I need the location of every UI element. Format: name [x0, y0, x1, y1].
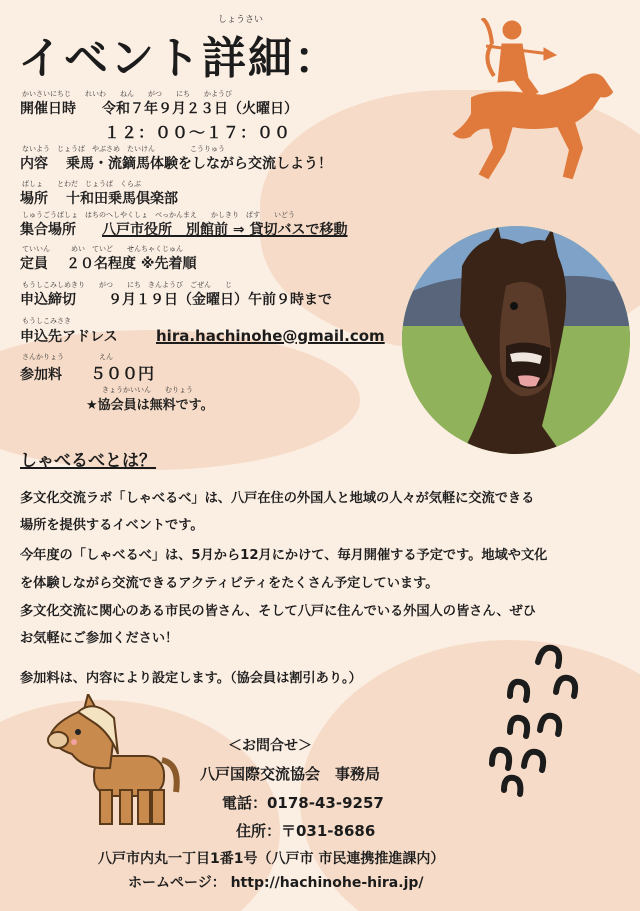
- title-ruby: しょうさい: [218, 15, 264, 25]
- meet-label: 集合場所: [20, 222, 76, 238]
- email-row: [20, 326, 385, 346]
- capacity-label: 定員: [20, 256, 48, 272]
- horse-archer-icon: [432, 18, 632, 183]
- contact-postal: 住所：〒031-8686: [236, 822, 376, 840]
- capacity-row: [20, 253, 196, 273]
- fee-value: ５００円: [90, 364, 155, 383]
- date-label: 開催日時: [20, 101, 76, 117]
- about-line: 今年度の「しゃべるべ」は、5月から12月にかけて、毎月開催する予定です。地域や文化: [20, 548, 548, 563]
- deadline-ruby: もうしこみしめきり がつ にち きんようび ごぜん じ: [22, 281, 232, 289]
- email-link[interactable]: hira.hachinohe@gmail.com: [156, 327, 385, 345]
- about-line: 参加料は、内容により設定します。（協会員は割引あり。）: [20, 671, 362, 686]
- horseshoe-icon: [470, 640, 590, 800]
- place-ruby: ばしょ とわだ じょうば くらぶ: [22, 180, 141, 188]
- time-value: １２：００～１７：００: [104, 123, 292, 142]
- fee-label: 参加料: [20, 367, 62, 383]
- cartoon-horse-icon: [44, 694, 184, 830]
- place-label: 場所: [20, 191, 48, 207]
- place-value: 十和田乗馬倶楽部: [66, 191, 178, 207]
- about-line: お気軽にご参加ください！: [20, 631, 179, 646]
- content-row: [20, 153, 332, 173]
- page-title: イベント詳細：: [18, 33, 340, 84]
- deadline-row: [20, 289, 332, 309]
- fee-ruby: さんかりょう えん: [22, 353, 113, 361]
- capacity-value: ２０名程度 ※先着順: [66, 256, 197, 272]
- about-line: を体験しながら交流できるアクティビティをたくさん予定しています。: [20, 576, 439, 591]
- date-row: [20, 98, 298, 118]
- content-ruby: ないよう じょうば やぶさめ たいけん こうりゅう: [22, 145, 225, 153]
- meet-value: 八戸市役所 別館前 ⇒ 貸切バスで移動: [102, 222, 348, 238]
- contact-heading: ＜お問合せ＞: [228, 738, 312, 754]
- date-ruby: かいさいにちじ れいわ ねん がつ にち かようび: [22, 90, 232, 98]
- horse-face-image: [402, 226, 630, 454]
- deadline-value: ９月１９日（金曜日）午前９時まで: [108, 292, 332, 308]
- content-value: 乗馬・流鏑馬体験をしながら交流しよう！: [66, 156, 332, 172]
- deadline-label: 申込締切: [20, 292, 76, 308]
- content-label: 内容: [20, 156, 48, 172]
- date-value: 令和７年９月２３日（火曜日）: [102, 101, 298, 117]
- homepage-link[interactable]: ホームページ： http://hachinohe-hira.jp/: [128, 875, 424, 891]
- email-label: 申込先アドレス: [20, 329, 118, 345]
- contact-phone: 電話：0178-43-9257: [222, 794, 384, 812]
- about-line: 多文化交流に関心のある市民の皆さん、そして八戸に住んでいる外国人の皆さん、ぜひ: [20, 604, 536, 619]
- about-heading: しゃべるべとは？: [20, 451, 156, 471]
- place-row: [20, 188, 178, 208]
- about-line: 多文化交流ラボ「しゃべるべ」は、八戸在住の外国人と地域の人々が気軽に交流できる: [20, 491, 535, 506]
- email-ruby: もうしこみさき: [22, 317, 71, 325]
- fee-note-ruby: きょうかいいん むりょう: [102, 386, 193, 394]
- about-line: 場所を提供するイベントです。: [20, 518, 204, 533]
- fee-row: [20, 361, 154, 384]
- meet-ruby: しゅうごうばしょ はちのへしやくしょ べっかんまえ かしきり ばす いどう: [22, 211, 295, 219]
- fee-note: ★協会員は無料です。: [86, 398, 214, 413]
- contact-org: 八戸国際交流協会 事務局: [200, 765, 381, 783]
- meet-row: [20, 219, 347, 239]
- contact-address: 八戸市内丸一丁目1番1号（八戸市 市民連携推進課内）: [98, 851, 445, 867]
- horse-photo: [402, 226, 630, 454]
- capacity-ruby: ていいん めい ていど せんちゃくじゅん: [22, 245, 183, 253]
